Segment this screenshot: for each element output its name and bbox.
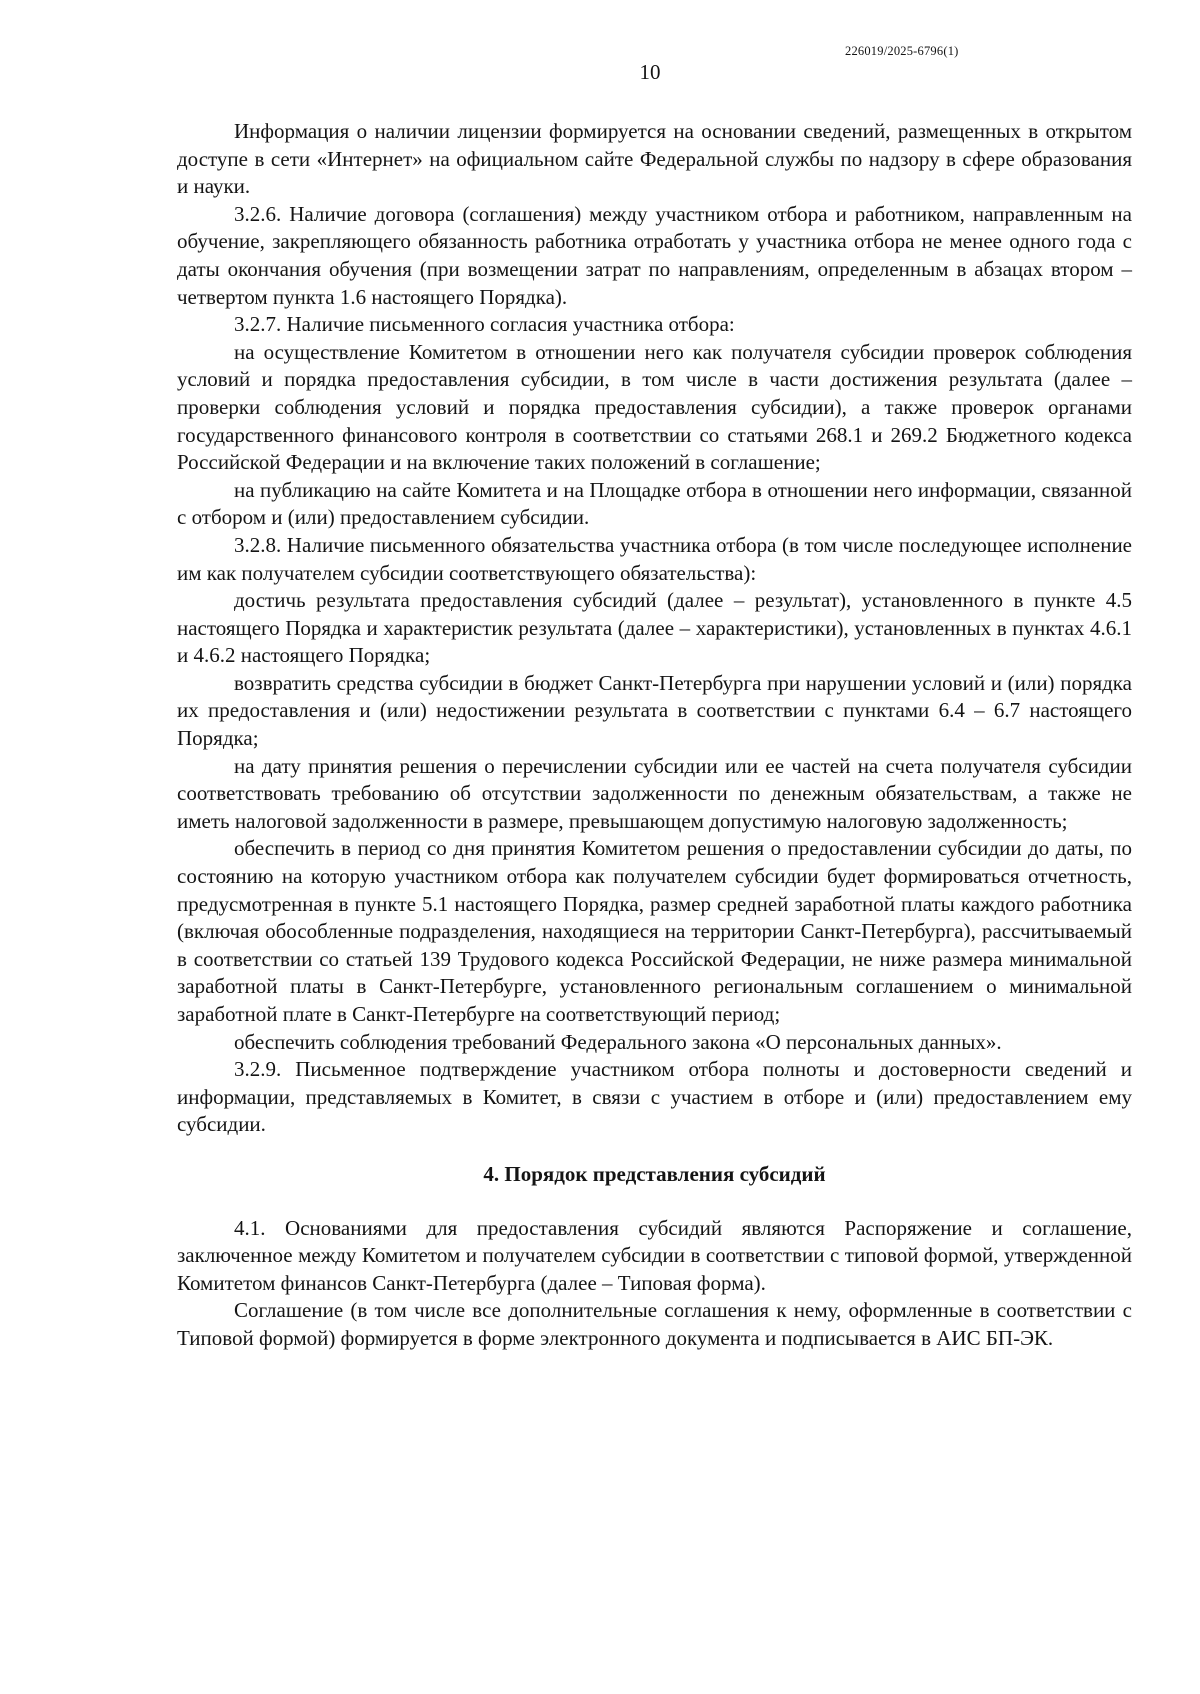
section-heading: 4. Порядок представления субсидий xyxy=(483,1161,826,1186)
paragraph-agreement: Соглашение (в том числе все дополнительные соглашения к нему, оформленные в соответствии с Типовой формой) формируется в форме электронного документа и подписывается в АИС БП-ЭК. xyxy=(177,1298,1132,1350)
paragraph-3-2-9: 3.2.9. Письменное подтверждение участником отбора полноты и достоверности сведений и информации, представляемых в Комитет, в связи с участием в отборе и (или) предоставлением ему субсидии. xyxy=(177,1057,1132,1137)
paragraph-consent-inspections: на осуществление Комитетом в отношении него как получателя субсидии проверок соблюдения условий и порядка предоставления субсидии, в том числе в части достижения результата (далее – проверки соблюдения условий и порядка предоставления субсидии), а также проверок органами государственного финансового контроля в соответствии со статьями 268.1 и 269.2 Бюджетного кодекса Российской Федерации и на включение таких положений в соглашение; xyxy=(177,339,1132,475)
paragraph-4-1: 4.1. Основаниями для предоставления субсидий являются Распоряжение и соглашение, заключенное между Комитетом и получателем субсидии в соответствии с типовой формой, утвержденной Комитетом финансов Санкт-Петербурга (далее – Типовая форма). xyxy=(177,1215,1132,1295)
paragraph-3-2-7: 3.2.7. Наличие письменного согласия участника отбора: xyxy=(234,312,735,337)
paragraph-3-2-6: 3.2.6. Наличие договора (соглашения) между участником отбора и работником, направленным на обучение, закрепляющего обязанность работника отработать у участника отбора не менее одного года с даты окончания обучения (при возмещении затрат по направлениям, определенным в абзацах втором – четвертом пункта 1.6 настоящего Порядка). xyxy=(177,201,1132,309)
paragraph-consent-publication: на публикацию на сайте Комитета и на Площадке отбора в отношении него информации, связанной с отбором и (или) предоставлением субсидии. xyxy=(177,477,1132,530)
paragraph-achieve-result: достичь результата предоставления субсидий (далее – результат), установленного в пункте 4.5 настоящего Порядка и характеристик результата (далее – характеристики), установленных в пунктах 4.6.1 и 4.6.2 настоящего Порядка; xyxy=(177,588,1132,668)
document-body xyxy=(177,118,1132,1353)
paragraph-return-funds: возвратить средства субсидии в бюджет Санкт-Петербурга при нарушении условий и (или) порядка их предоставления и (или) недостижении результата в соответствии с пунктами 6.4 – 6.7 настоящего Порядка; xyxy=(177,670,1132,751)
paragraph-license-info: Информация о наличии лицензии формируется на основании сведений, размещенных в открытом доступе в сети «Интернет» на официальном сайте Федеральной службы по надзору в сфере образования и науки. xyxy=(177,119,1132,199)
paragraph-3-2-8: 3.2.8. Наличие письменного обязательства участника отбора (в том числе последующее исполнение им как получателем субсидии соответствующего обязательства): xyxy=(177,532,1132,585)
paragraph-no-debt: на дату принятия решения о перечислении субсидии или ее частей на счета получателя субсидии соответствовать требованию об отсутствии задолженности по денежным обязательствам, а также не иметь налоговой задолженности в размере, превышающем допустимую налоговую задолженность; xyxy=(177,753,1132,833)
paragraph-average-salary: обеспечить в период со дня принятия Комитетом решения о предоставлении субсидии до даты, по состоянию на которую участником отбора как получателем субсидии будет формироваться отчетность, предусмотренная в пункте 5.1 настоящего Порядка, размер средней заработной платы каждого работника (включая обособленные подразделения, находящиеся на территории Санкт-Петербурга), рассчитываемый в соответствии со статьей 139 Трудового кодекса Российской Федерации, не ниже размера минимальной заработной платы в Санкт-Петербурге, установленного региональным соглашением о минимальной заработной плате в Санкт-Петербурге на соответствующий период; xyxy=(177,836,1132,1026)
page-number: 10 xyxy=(639,60,661,84)
paragraph-personal-data: обеспечить соблюдения требований Федерального закона «О персональных данных». xyxy=(234,1029,1002,1054)
document-registration-number: 226019/2025-6796(1) xyxy=(845,44,959,58)
